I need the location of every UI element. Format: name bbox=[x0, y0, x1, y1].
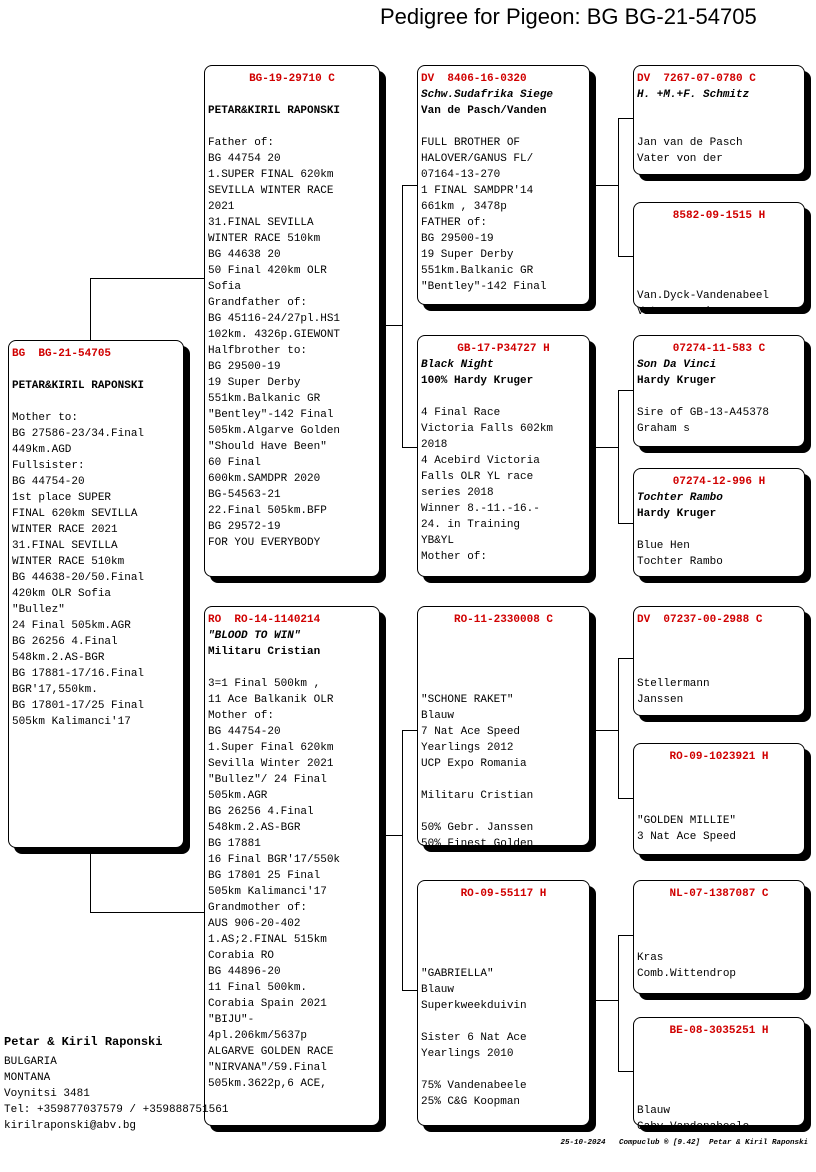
card-line: 60 Final bbox=[208, 457, 261, 469]
card-line bbox=[421, 660, 586, 676]
card-line: 2021 bbox=[208, 201, 235, 213]
card-line: Stellermann bbox=[637, 678, 710, 690]
card-line bbox=[421, 934, 586, 950]
connector-line bbox=[618, 390, 619, 523]
card-line: 50% Gebr. Janssen bbox=[421, 822, 534, 834]
card-line: Sevilla Winter 2021 bbox=[208, 758, 334, 770]
sss-card[interactable] bbox=[633, 65, 805, 175]
card-line: BG 45116-24/27pl.HS1 bbox=[208, 313, 341, 325]
sds-card[interactable] bbox=[633, 335, 805, 447]
subject-card[interactable] bbox=[8, 340, 184, 848]
card-line: BG 29572-19 bbox=[208, 521, 281, 533]
connector-line bbox=[402, 730, 417, 731]
card-line: Son Da Vinci bbox=[637, 359, 717, 371]
card-line: 449km.AGD bbox=[12, 444, 72, 456]
card-line bbox=[421, 772, 586, 788]
card-line: AUS 906-20-402 bbox=[208, 918, 301, 930]
subject-ring: BG BG-21-54705 bbox=[12, 348, 112, 360]
connector-line bbox=[402, 730, 403, 990]
card-line bbox=[637, 918, 801, 934]
footer-info: 25-10-2024 Compuclub ® [9.42] Petar & Kiril Raponski bbox=[560, 1139, 808, 1147]
card-line bbox=[637, 240, 801, 256]
sire-card[interactable] bbox=[204, 65, 380, 577]
card-line bbox=[637, 934, 801, 950]
card-line bbox=[421, 389, 586, 405]
connector-line bbox=[618, 118, 619, 256]
dam-ring: RO RO-14-1140214 bbox=[208, 614, 321, 626]
card-line bbox=[637, 1087, 801, 1103]
card-line bbox=[421, 119, 586, 135]
card-line: 19 Super Derby bbox=[208, 377, 301, 389]
card-line: 1st place SUPER bbox=[12, 492, 112, 504]
connector-line bbox=[618, 658, 633, 659]
card-line: Corabia Spain 2021 bbox=[208, 998, 327, 1010]
connector-line bbox=[618, 118, 633, 119]
card-line: BG 44896-20 bbox=[208, 966, 281, 978]
card-line: "GABRIELLA" bbox=[421, 968, 494, 980]
sire-dam-card[interactable] bbox=[417, 335, 590, 577]
card-line: 505km Kalimanci'17 bbox=[208, 886, 327, 898]
ssd-card[interactable] bbox=[633, 202, 805, 318]
card-line bbox=[12, 362, 180, 378]
card-line: 7 Nat Ace Speed bbox=[421, 726, 521, 738]
connector-line bbox=[402, 185, 417, 186]
card-line bbox=[637, 660, 801, 676]
card-line bbox=[208, 119, 376, 135]
card-line bbox=[208, 87, 376, 103]
ddd-ring: BE-08-3035251 H bbox=[669, 1025, 769, 1037]
card-line: 50 Final 420km OLR bbox=[208, 265, 327, 277]
card-line: Grandmother of: bbox=[208, 902, 308, 914]
card-line: Hardy Kruger bbox=[637, 508, 717, 520]
connector-line bbox=[618, 658, 619, 798]
sds-ring: 07274-11-583 C bbox=[672, 343, 766, 355]
dam-sire-card[interactable] bbox=[417, 606, 590, 850]
sire-sire-card[interactable] bbox=[417, 65, 590, 305]
dam-sire-ring: RO-11-2330008 C bbox=[453, 614, 554, 626]
card-line: Black Night bbox=[421, 359, 494, 371]
card-line: "NIRVANA"/59.Final bbox=[208, 1062, 327, 1074]
card-line: 1.SUPER FINAL 620km bbox=[208, 169, 334, 181]
card-line: Blauw bbox=[637, 1105, 671, 1117]
card-line bbox=[421, 1014, 586, 1030]
dsd-ring: RO-09-1023921 H bbox=[669, 751, 769, 763]
card-line: BG 44754 20 bbox=[208, 153, 281, 165]
card-line bbox=[637, 902, 801, 918]
card-line: 1.Super Final 620km bbox=[208, 742, 334, 754]
card-line: Falls OLR YL race bbox=[421, 471, 534, 483]
connector-line bbox=[618, 1071, 633, 1072]
card-line: 11 Final 500km. bbox=[208, 982, 308, 994]
card-line: 548km.2.AS-BGR bbox=[12, 652, 105, 664]
card-line bbox=[208, 660, 376, 676]
card-line: HALOVER/GANUS FL/ bbox=[421, 153, 534, 165]
breeder-email: kirilraponski@abv.bg bbox=[4, 1120, 137, 1132]
card-line: "Bullez"/ 24 Final bbox=[208, 774, 327, 786]
card-line: BG 29500-19 bbox=[208, 361, 281, 373]
sdd-card[interactable] bbox=[633, 468, 805, 577]
card-line: PETAR&KIRIL RAPONSKI bbox=[208, 105, 341, 117]
card-line: BG 44754-20 bbox=[12, 476, 85, 488]
card-line: SEVILLA WINTER RACE bbox=[208, 185, 334, 197]
card-line: 31.FINAL SEVILLA bbox=[12, 540, 118, 552]
card-line bbox=[421, 902, 586, 918]
sire-dam-ring: GB-17-P34727 H bbox=[457, 343, 550, 355]
card-line: Hardy Kruger bbox=[637, 375, 717, 387]
card-line: series 2018 bbox=[421, 487, 494, 499]
card-line: Corabia RO bbox=[208, 950, 275, 962]
card-line: BG 44638-20/50.Final bbox=[12, 572, 145, 584]
card-line: Janssen bbox=[637, 694, 684, 706]
dss-ring: DV 07237-00-2988 C bbox=[637, 614, 763, 626]
card-line: Blue Hen bbox=[637, 540, 690, 552]
connector-line bbox=[90, 278, 204, 279]
card-line: Halfbrother to: bbox=[208, 345, 308, 357]
connector-line bbox=[618, 935, 619, 1071]
card-line: BG 17801 25 Final bbox=[208, 870, 321, 882]
card-line: 505km.AGR bbox=[208, 790, 268, 802]
dsd-card[interactable] bbox=[633, 743, 805, 855]
card-line: Kras bbox=[637, 952, 664, 964]
connector-line bbox=[618, 798, 633, 799]
connector-line bbox=[618, 256, 633, 257]
card-line: 75% Vandenabeele bbox=[421, 1080, 527, 1092]
connector-line bbox=[90, 278, 91, 340]
sss-ring: DV 7267-07-0780 C bbox=[637, 73, 756, 85]
card-line: BG 17881-17/16.Final bbox=[12, 668, 145, 680]
card-line: FOR YOU EVERYBODY bbox=[208, 537, 321, 549]
card-line bbox=[637, 1039, 801, 1055]
card-line: 16 Final BGR'17/550k bbox=[208, 854, 341, 866]
card-line: 505km.3622p,6 ACE, bbox=[208, 1078, 327, 1090]
ssd-ring: 8582-09-1515 H bbox=[672, 210, 766, 222]
card-line bbox=[637, 1071, 801, 1087]
card-line: 551km.Balkanic GR bbox=[421, 265, 534, 277]
card-line: Father of: bbox=[208, 137, 275, 149]
card-line: "Should Have Been" bbox=[208, 441, 327, 453]
card-line: 50% Finest Golden bbox=[421, 838, 534, 850]
card-line: "Bentley"-142 Final bbox=[208, 409, 334, 421]
card-line: ALGARVE GOLDEN RACE bbox=[208, 1046, 334, 1058]
card-line bbox=[421, 950, 586, 966]
card-line: 24 Final 505km.AGR bbox=[12, 620, 131, 632]
card-line: "BLOOD TO WIN" bbox=[208, 630, 301, 642]
card-line: 19 Super Derby bbox=[421, 249, 514, 261]
card-line: Gaby Vandenabeele bbox=[637, 1121, 750, 1133]
card-line bbox=[637, 103, 801, 119]
card-line: 100% Hardy Kruger bbox=[421, 375, 534, 387]
connector-line bbox=[402, 185, 403, 447]
card-line bbox=[637, 389, 801, 405]
card-line bbox=[637, 1055, 801, 1071]
sire-ring: BG-19-29710 C bbox=[249, 73, 335, 85]
connector-line bbox=[90, 848, 91, 912]
connector-line bbox=[590, 185, 618, 186]
card-line: "BIJU"- bbox=[208, 1014, 255, 1026]
card-line: Blauw bbox=[421, 710, 455, 722]
card-line: Schw.Sudafrika Siege bbox=[421, 89, 554, 101]
breeder-contact bbox=[4, 1034, 228, 1134]
card-line bbox=[637, 119, 801, 135]
card-line: 4 Final Race bbox=[421, 407, 501, 419]
card-line: FULL BROTHER OF bbox=[421, 137, 521, 149]
card-line bbox=[421, 676, 586, 692]
card-line: Vater von der bbox=[637, 306, 723, 318]
dam-dam-card[interactable] bbox=[417, 880, 590, 1126]
card-line: 11 Ace Balkanik OLR bbox=[208, 694, 334, 706]
card-line: Winner 8.-11.-16.- bbox=[421, 503, 540, 515]
card-line: 661km , 3478p bbox=[421, 201, 507, 213]
card-line: Superkweekduivin bbox=[421, 1000, 527, 1012]
connector-line bbox=[90, 912, 204, 913]
card-line: Vater von der bbox=[637, 153, 723, 165]
connector-line bbox=[402, 447, 417, 448]
card-line: 505km Kalimanci'17 bbox=[12, 716, 131, 728]
card-line: BG 26256 4.Final bbox=[208, 806, 314, 818]
card-line: "SCHONE RAKET" bbox=[421, 694, 514, 706]
dds-ring: NL-07-1387087 C bbox=[669, 888, 769, 900]
card-line: BULGARIA bbox=[4, 1056, 57, 1068]
card-line: FATHER of: bbox=[421, 217, 488, 229]
card-line: 551km.Balkanic GR bbox=[208, 393, 321, 405]
card-line: Victoria Falls 602km bbox=[421, 423, 554, 435]
card-line: BG 26256 4.Final bbox=[12, 636, 118, 648]
card-line: BG 44754-20 bbox=[208, 726, 281, 738]
card-line: WINTER RACE 510km bbox=[12, 556, 125, 568]
card-line: Blauw bbox=[421, 984, 455, 996]
page-title: Pedigree for Pigeon: BG BG-21-54705 bbox=[380, 4, 757, 29]
ddd-card[interactable] bbox=[633, 1017, 805, 1133]
card-line: FINAL 620km SEVILLA bbox=[12, 508, 138, 520]
connector-line bbox=[380, 835, 402, 836]
card-line bbox=[421, 644, 586, 660]
card-line: Jan van de Pasch bbox=[637, 137, 743, 149]
card-line bbox=[637, 224, 801, 240]
card-line: Militaru Cristian bbox=[208, 646, 321, 658]
card-line: BG 44638 20 bbox=[208, 249, 281, 261]
card-line: BGR'17,550km. bbox=[12, 684, 98, 696]
card-line: Yearlings 2010 bbox=[421, 1048, 514, 1060]
card-line: 22.Final 505km.BFP bbox=[208, 505, 327, 517]
card-line: BG 17881 bbox=[208, 838, 261, 850]
dss-card[interactable] bbox=[633, 606, 805, 716]
card-line: Yearlings 2012 bbox=[421, 742, 514, 754]
card-line bbox=[637, 765, 801, 781]
card-line: Van.Dyck-Vandenabeel bbox=[637, 290, 770, 302]
card-line: Sofia bbox=[208, 281, 242, 293]
card-line: 31.FINAL SEVILLA bbox=[208, 217, 314, 229]
connector-line bbox=[380, 325, 402, 326]
connector-line bbox=[618, 523, 633, 524]
card-line: 548km.2.AS-BGR bbox=[208, 822, 301, 834]
card-line: Sire of GB-13-A45378 bbox=[637, 407, 770, 419]
card-line: Mother of: bbox=[421, 551, 488, 563]
card-line: BG 27586-23/34.Final bbox=[12, 428, 145, 440]
card-line: Mother of: bbox=[208, 710, 275, 722]
card-line: Van de Pasch/Vanden bbox=[421, 105, 547, 117]
card-line: "Bullez" bbox=[12, 604, 65, 616]
card-line: 1.AS;2.FINAL 515km bbox=[208, 934, 327, 946]
card-line: 4pl.206km/5637p bbox=[208, 1030, 308, 1042]
card-line bbox=[421, 628, 586, 644]
card-line: BG-54563-21 bbox=[208, 489, 281, 501]
card-line: 3 Nat Ace Speed bbox=[637, 831, 737, 843]
card-line: 24. in Training bbox=[421, 519, 521, 531]
dam-dam-ring: RO-09-55117 H bbox=[460, 888, 547, 900]
connector-line bbox=[618, 935, 633, 936]
card-line: 505km.Algarve Golden bbox=[208, 425, 341, 437]
card-line bbox=[12, 394, 180, 410]
card-line: 1 FINAL SAMDPR'14 bbox=[421, 185, 534, 197]
card-line: 3=1 Final 500km , bbox=[208, 678, 321, 690]
card-line: H. +M.+F. Schmitz bbox=[637, 89, 750, 101]
card-line: 600km.SAMDPR 2020 bbox=[208, 473, 321, 485]
card-line bbox=[637, 256, 801, 272]
card-line bbox=[637, 272, 801, 288]
connector-line bbox=[590, 1000, 618, 1001]
card-line: Graham s bbox=[637, 423, 690, 435]
card-line bbox=[637, 781, 801, 797]
connector-line bbox=[618, 390, 633, 391]
sdd-ring: 07274-12-996 H bbox=[672, 476, 766, 488]
card-line: 25% C&G Koopman bbox=[421, 1096, 521, 1108]
card-line bbox=[637, 797, 801, 813]
card-line: 420km OLR Sofia bbox=[12, 588, 112, 600]
card-line: Tochter Rambo bbox=[637, 492, 723, 504]
card-line: "GOLDEN MILLIE" bbox=[637, 815, 737, 827]
breeder-name: Petar & Kiril Raponski bbox=[4, 1035, 163, 1049]
card-line: Militaru Cristian bbox=[421, 790, 534, 802]
card-line bbox=[637, 522, 801, 538]
connector-line bbox=[590, 730, 618, 731]
dam-card[interactable] bbox=[204, 606, 380, 1126]
card-line: 4 Acebird Victoria bbox=[421, 455, 540, 467]
card-line: Comb.Wittendrop bbox=[637, 968, 737, 980]
card-line bbox=[637, 628, 801, 644]
card-line: "Bentley"-142 Final bbox=[421, 281, 547, 293]
card-line bbox=[637, 644, 801, 660]
card-line: 07164-13-270 bbox=[421, 169, 501, 181]
card-line: YB&YL bbox=[421, 535, 455, 547]
card-line: Mother to: bbox=[12, 412, 79, 424]
card-line: UCP Expo Romania bbox=[421, 758, 527, 770]
card-line bbox=[421, 918, 586, 934]
card-line bbox=[421, 1062, 586, 1078]
card-line: Tochter Rambo bbox=[637, 556, 723, 568]
card-line: WINTER RACE 510km bbox=[208, 233, 321, 245]
card-line bbox=[421, 804, 586, 820]
card-line: 102km. 4326p.GIEWONT bbox=[208, 329, 341, 341]
card-line: Fullsister: bbox=[12, 460, 85, 472]
card-line: 2018 bbox=[421, 439, 448, 451]
card-line: PETAR&KIRIL RAPONSKI bbox=[12, 380, 145, 392]
card-line: Grandfather of: bbox=[208, 297, 308, 309]
card-line: Voynitsi 3481 bbox=[4, 1088, 90, 1100]
card-line: MONTANA bbox=[4, 1072, 51, 1084]
connector-line bbox=[590, 447, 618, 448]
card-line: BG 17801-17/25 Final bbox=[12, 700, 145, 712]
card-line: Sister 6 Nat Ace bbox=[421, 1032, 527, 1044]
connector-line bbox=[402, 990, 417, 991]
card-line: WINTER RACE 2021 bbox=[12, 524, 118, 536]
sire-sire-ring: DV 8406-16-0320 bbox=[421, 73, 527, 85]
breeder-phone: Tel: +359877037579 / +359888751561 bbox=[4, 1104, 229, 1116]
dds-card[interactable] bbox=[633, 880, 805, 994]
card-line: BG 29500-19 bbox=[421, 233, 494, 245]
